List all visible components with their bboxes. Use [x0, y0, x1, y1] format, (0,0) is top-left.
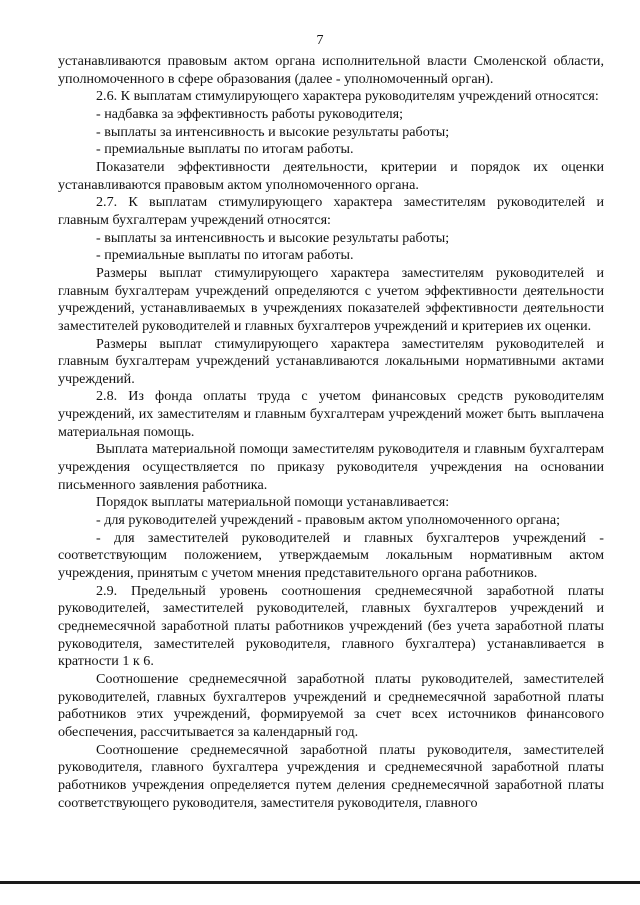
page-number: 7 — [316, 33, 324, 48]
paragraph: 2.9. Предельный уровень соотношения среднемесячной заработной платы руководителей, заместителей руководителей, главных бухгалтеров учреждений и среднемесячной заработной платы работников учреждений (без учета заработной платы руководителя, заместителей руководителя, главного бухгалтера) устанавливается в кратности 1 к 6. — [58, 582, 604, 670]
paragraph: Соотношение среднемесячной заработной платы руководителя, заместителей руководителя, главного бухгалтера учреждения и среднемесячной заработной платы работников учреждения определяется путем деления среднемесячной заработной платы соответствующего руководителя, заместителя руководителя, главного — [58, 741, 604, 811]
list-item: - премиальные выплаты по итогам работы. — [96, 247, 354, 264]
paragraph: Размеры выплат стимулирующего характера заместителям руководителей и главным бухгалтерам учреждений устанавливаются локальными нормативными актами учреждений. — [58, 335, 604, 387]
list-item: - для руководителей учреждений - правовым актом уполномоченного органа; — [96, 512, 561, 529]
paragraph: устанавливаются правовым актом органа исполнительной власти Смоленской области, уполномоченного в сфере образования (далее - уполномоченный орган). — [58, 53, 604, 87]
paragraph: 2.8. Из фонда оплаты труда с учетом финансовых средств руководителям учреждений, их заместителям и главным бухгалтерам учреждений может быть выплачена материальная помощь. — [58, 388, 604, 440]
bottom-divider — [0, 881, 640, 884]
list-item: - надбавка за эффективность работы руководителя; — [96, 105, 404, 122]
document-body — [58, 53, 604, 812]
paragraph: Размеры выплат стимулирующего характера заместителям руководителей и главным бухгалтерам учреждений определяются с учетом эффективности деятельности учреждений, устанавливаемых в учреждениях показателей эффективности деятельности заместителей руководителей и главных бухгалтеров учреждений и критериев их оценки. — [58, 264, 604, 334]
list-item: - выплаты за интенсивность и высокие результаты работы; — [96, 123, 450, 140]
paragraph: 2.6. К выплатам стимулирующего характера руководителям учреждений относятся: — [96, 88, 599, 105]
paragraph: Выплата материальной помощи заместителям руководителя и главным бухгалтерам учреждения осуществляется по приказу руководителя учреждения на основании письменного заявления работника. — [58, 441, 604, 493]
list-item: - выплаты за интенсивность и высокие результаты работы; — [96, 229, 450, 246]
paragraph: Соотношение среднемесячной заработной платы руководителей, заместителей руководителей, главных бухгалтеров учреждений и среднемесячной заработной платы работников этих учреждений, формируемой за счет всех источников финансового обеспечения, рассчитывается за календарный год. — [58, 670, 604, 740]
paragraph: Показатели эффективности деятельности, критерии и порядок их оценки устанавливаются правовым актом уполномоченного органа. — [58, 158, 604, 193]
paragraph: 2.7. К выплатам стимулирующего характера заместителям руководителей и главным бухгалтерам учреждений относятся: — [58, 194, 604, 228]
list-item: - премиальные выплаты по итогам работы. — [96, 141, 354, 158]
list-item: - для заместителей руководителей и главных бухгалтеров учреждений - соответствующим положением, утверждаемым локальным нормативным актом учреждения, принятым с учетом мнения представительного органа работников. — [58, 529, 604, 582]
paragraph: Порядок выплаты материальной помощи устанавливается: — [96, 494, 450, 511]
